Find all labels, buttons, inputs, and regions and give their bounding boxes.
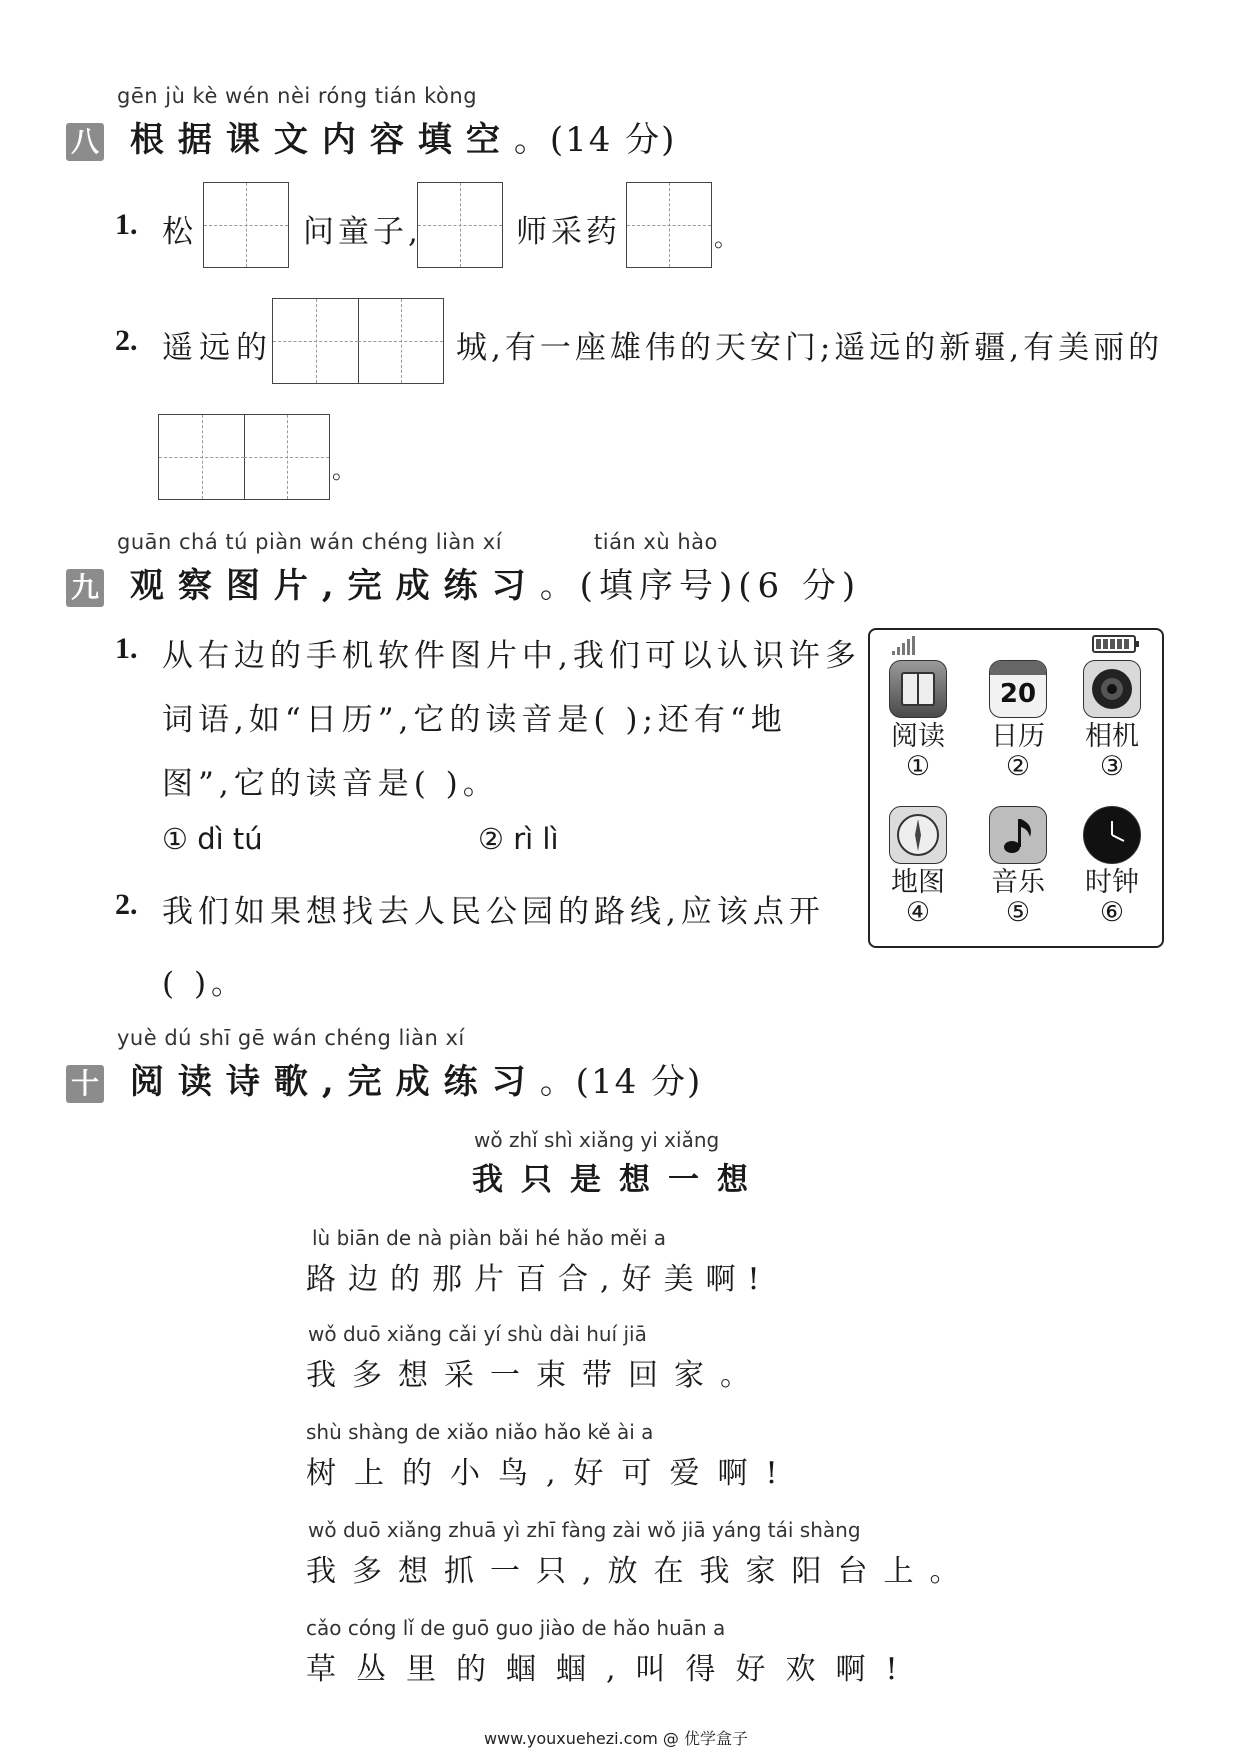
sec8-q2-box2[interactable] — [158, 414, 330, 500]
clock-icon — [1083, 806, 1141, 864]
poem-title: 我只是想一想 — [472, 1162, 766, 1198]
poem-line1-pinyin: lù biān de nà piàn bǎi hé hǎo měi a — [312, 1226, 667, 1250]
sec8-title: 根据课文内容填空 — [129, 120, 514, 160]
battery-icon — [1092, 634, 1140, 654]
poem-line3: 树上的小鸟,好可爱啊! — [306, 1456, 796, 1491]
sec9-q1-number: 1. — [115, 632, 138, 665]
poem-line4: 我多想抓一只,放在我家阳台上。 — [306, 1554, 976, 1589]
sec8-q1-text1: 松 — [162, 214, 193, 250]
app-number: ③ — [1099, 751, 1125, 782]
sec9-score: 。(填序号)(6 分) — [539, 566, 862, 606]
app-number: ② — [1005, 751, 1031, 782]
sec8-q1-box2[interactable] — [417, 182, 503, 268]
sec9-pinyin1: guān chá tú piàn wán chéng liàn xí — [117, 530, 503, 554]
sec8-q1-text3: 师采药 — [516, 214, 621, 250]
sec8-q1-box3[interactable] — [626, 182, 712, 268]
poem-line2-pinyin: wǒ duō xiǎng cǎi yí shù dài huí jiā — [308, 1322, 647, 1346]
sec9-q1-line1: 从右边的手机软件图片中,我们可以认识许多 — [162, 638, 861, 674]
app-number: ⑥ — [1099, 897, 1125, 928]
sec9-q1-line3: 图”,它的读音是( )。 — [162, 766, 499, 802]
sec10-number: 十 — [66, 1065, 104, 1103]
app-label: 阅读 — [891, 721, 945, 752]
sec9-number: 九 — [66, 569, 104, 607]
poem-line5-pinyin: cǎo cóng lǐ de guō guo jiào de hǎo huān a — [306, 1616, 726, 1640]
app-calendar[interactable] — [973, 660, 1063, 782]
app-reading[interactable] — [873, 660, 963, 782]
sec8-q2-box1[interactable] — [272, 298, 444, 384]
app-number: ① — [905, 751, 931, 782]
calendar-icon: 20 — [989, 660, 1047, 718]
app-number: ⑤ — [1005, 897, 1031, 928]
poem-line5: 草丛里的蝈蝈,叫得好欢啊! — [306, 1652, 918, 1687]
sec8-heading — [66, 112, 676, 161]
sec8-q1-box1[interactable] — [203, 182, 289, 268]
sec9-q2-line1: 我们如果想找去人民公园的路线,应该点开 — [162, 894, 825, 930]
app-number: ④ — [905, 897, 931, 928]
sec9-title: 观察图片,完成练习 — [129, 566, 540, 606]
sec8-number: 八 — [66, 123, 104, 161]
poem-line3-pinyin: shù shàng de xiǎo niǎo hǎo kě ài a — [306, 1420, 654, 1444]
camera-icon — [1083, 660, 1141, 718]
app-label: 日历 — [991, 721, 1045, 752]
sec8-q1-text2: 问童子, — [303, 214, 422, 250]
sec9-pinyin2: tián xù hào — [594, 530, 718, 554]
compass-icon — [889, 806, 947, 864]
sec9-q1-line2: 词语,如“日历”,它的读音是( );还有“地 — [162, 702, 787, 738]
music-note-icon — [989, 806, 1047, 864]
poem-title-pinyin: wǒ zhǐ shì xiǎng yi xiǎng — [474, 1128, 720, 1152]
app-label: 地图 — [891, 867, 945, 898]
app-camera[interactable] — [1067, 660, 1157, 782]
sec9-q2-line2: ( )。 — [162, 966, 248, 1002]
sec9-q1-option1: ① dì tú — [162, 822, 263, 856]
sec9-q1-option2: ② rì lì — [478, 822, 559, 856]
app-label: 音乐 — [991, 867, 1045, 898]
sec9-heading — [66, 558, 861, 607]
app-label: 相机 — [1085, 721, 1139, 752]
phone-screen — [868, 628, 1164, 948]
sec8-score: 。(14 分) — [513, 120, 677, 160]
poem-line4-pinyin: wǒ duō xiǎng zhuā yì zhī fàng zài wǒ jiā yáng tái shàng — [308, 1518, 861, 1542]
app-music[interactable] — [973, 806, 1063, 928]
signal-icon — [892, 636, 918, 656]
sec9-q2-number: 2. — [115, 888, 138, 921]
sec10-pinyin: yuè dú shī gē wán chéng liàn xí — [117, 1026, 465, 1050]
sec8-q1-number: 1. — [115, 208, 138, 241]
book-icon — [889, 660, 947, 718]
sec8-pinyin: gēn jù kè wén nèi róng tián kòng — [117, 84, 478, 108]
app-label: 时钟 — [1085, 867, 1139, 898]
sec8-q2-number: 2. — [115, 324, 138, 357]
sec8-q2-text2: 城,有一座雄伟的天安门;遥远的新疆,有美丽的 — [456, 330, 1164, 366]
sec8-q2-text1: 遥远的 — [162, 330, 273, 366]
sec10-heading — [66, 1054, 702, 1103]
poem-line2: 我多想采一束带回家。 — [306, 1358, 766, 1393]
sec10-score: 。(14 分) — [539, 1062, 703, 1102]
footer-watermark: www.youxuehezi.com @ 优学盒子 — [484, 1729, 748, 1748]
app-map[interactable] — [873, 806, 963, 928]
sec8-q2-text3: 。 — [332, 456, 356, 484]
sec8-q1-text4: 。 — [714, 224, 738, 252]
sec10-title: 阅读诗歌,完成练习 — [129, 1062, 540, 1102]
poem-line1: 路边的那片百合,好美啊! — [306, 1262, 772, 1297]
app-clock[interactable] — [1067, 806, 1157, 928]
